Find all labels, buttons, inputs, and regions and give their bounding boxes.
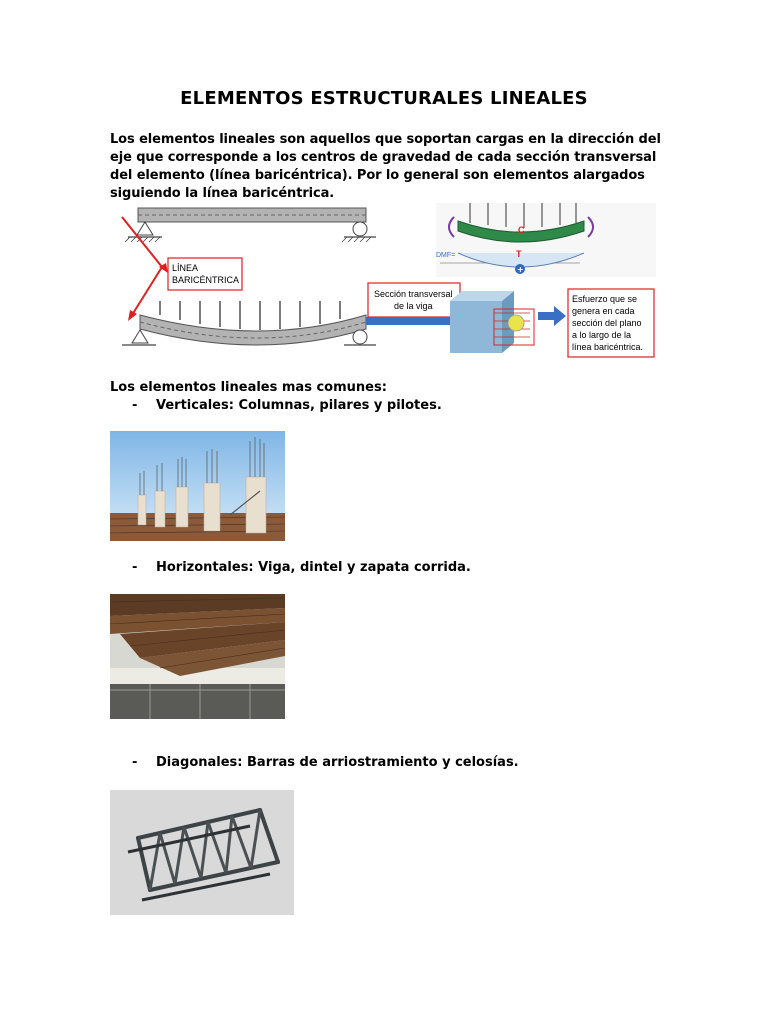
pin-support-left: [137, 222, 153, 235]
list-item-diagonales: [132, 755, 519, 770]
common-elements-label: Los elementos lineales mas comunes:: [110, 380, 387, 395]
esfuerzo-label-3: sección del plano: [572, 318, 642, 328]
seccion-label-2: de la viga: [394, 301, 433, 311]
c-label: C: [518, 225, 525, 235]
page-title: ELEMENTOS ESTRUCTURALES LINEALES: [180, 88, 588, 109]
t-label: T: [516, 249, 522, 259]
esfuerzo-label-1: Esfuerzo que se: [572, 294, 638, 304]
linea-label-1: LÍNEA: [172, 263, 199, 273]
roller-support-right: [353, 222, 367, 236]
list-item-verticales: [132, 398, 442, 413]
list-item-horizontales: [132, 560, 471, 575]
blue-arrow-1: [366, 317, 450, 325]
beam-diagram-figure: [110, 197, 658, 363]
blue-arrow-2: [538, 312, 554, 320]
list-item-text: Diagonales: Barras de arriostramiento y celosías.: [156, 755, 519, 770]
seccion-label-1: Sección transversal: [374, 289, 453, 299]
beams-photo: [110, 594, 285, 719]
linea-label-2: BARICÉNTRICA: [172, 275, 240, 285]
list-dash: -: [132, 755, 138, 770]
curved-beam: [140, 315, 366, 345]
plus-label: +: [517, 265, 524, 274]
cross-section-block: [450, 291, 534, 353]
dmf-label: DMF=: [436, 252, 456, 259]
esfuerzo-label-5: línea baricéntrica.: [572, 342, 644, 352]
esfuerzo-label-4: a lo largo de la: [572, 330, 632, 340]
intro-paragraph: Los elementos lineales son aquellos que soportan cargas en la dirección del eje que corresponde a los centros de gravedad de cada sección transversal del elemento (línea baricéntrica). Por lo general son elementos alargados siguiendo la línea baricéntrica.: [110, 132, 661, 201]
list-dash: -: [132, 398, 138, 413]
list-item-text: Horizontales: Viga, dintel y zapata corrida.: [156, 560, 471, 575]
list-dash: -: [132, 560, 138, 575]
esfuerzo-label-2: genera en cada: [572, 306, 635, 316]
list-item-text: Verticales: Columnas, pilares y pilotes.: [156, 398, 442, 413]
columns-photo: [110, 431, 285, 541]
bending-diagram: [436, 203, 656, 277]
truss-photo: [110, 790, 294, 915]
